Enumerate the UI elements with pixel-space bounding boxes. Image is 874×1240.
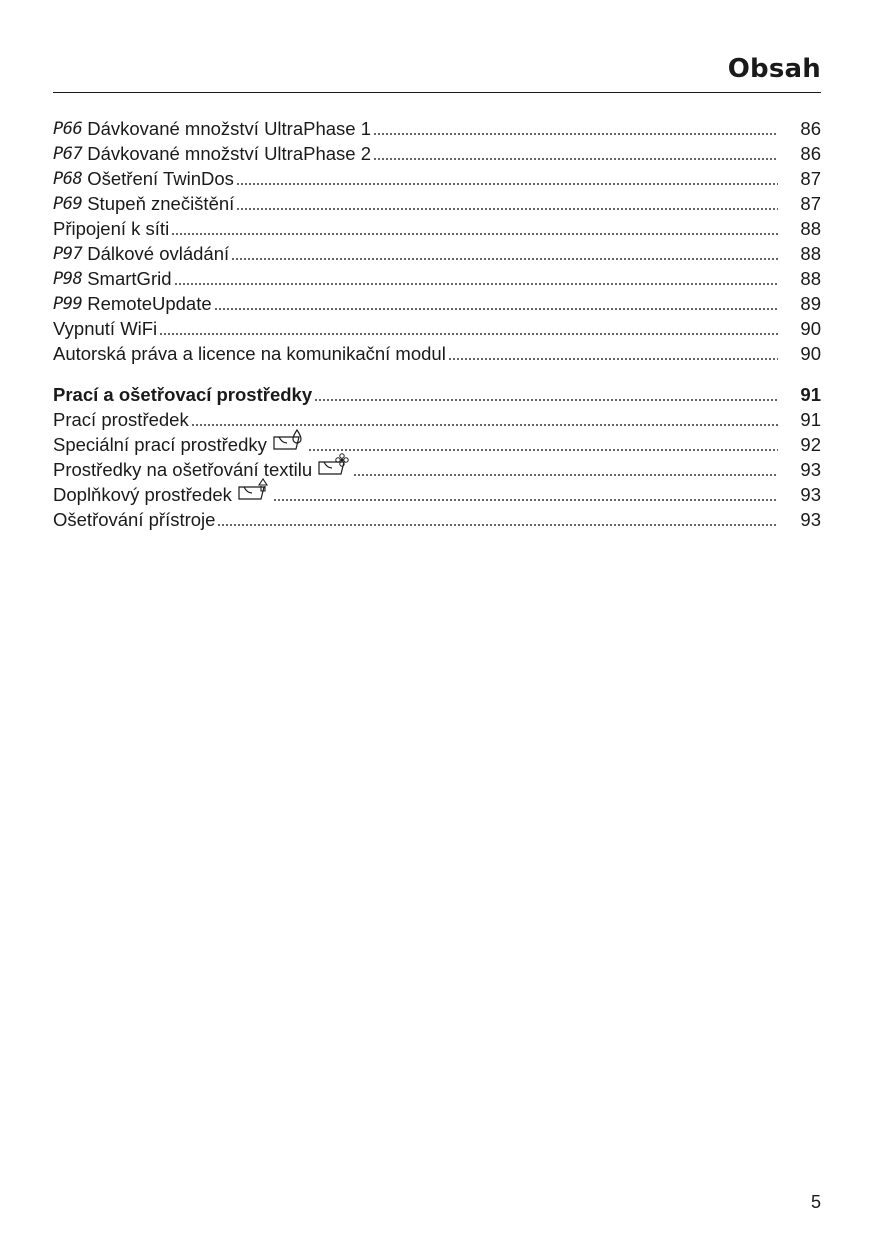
- dot-leader: [231, 258, 778, 260]
- toc-entry-page: 90: [800, 343, 821, 364]
- toc-entry-label: Prací a ošetřovací prostředky: [53, 384, 313, 405]
- toc-entry[interactable]: [53, 215, 821, 240]
- toc-entry[interactable]: [53, 140, 821, 165]
- toc-entry[interactable]: [53, 115, 821, 140]
- table-of-contents: [53, 115, 821, 531]
- toc-entry-label: Ošetření TwinDos: [87, 168, 234, 189]
- dot-leader: [159, 333, 778, 335]
- toc-entry-page: 92: [800, 434, 821, 455]
- toc-entry-page: 93: [800, 509, 821, 530]
- toc-entry-page: 91: [800, 409, 821, 430]
- page-number: 5: [810, 1192, 821, 1212]
- dot-leader: [171, 233, 778, 235]
- toc-entry[interactable]: [53, 506, 821, 531]
- toc-entry-page: 88: [800, 218, 821, 239]
- dot-leader: [273, 499, 778, 501]
- toc-entry[interactable]: [53, 240, 821, 265]
- toc-entry-page: 88: [800, 243, 821, 264]
- toc-section-heading[interactable]: [53, 381, 821, 406]
- dot-leader: [214, 308, 778, 310]
- toc-entry-label: SmartGrid: [87, 268, 172, 289]
- dot-leader: [236, 183, 778, 185]
- toc-entry-label: Autorská práva a licence na komunikační modul: [53, 343, 446, 364]
- toc-entry-label: Speciální prací prostředky: [53, 434, 267, 455]
- toc-entry-label: RemoteUpdate: [87, 293, 212, 314]
- dot-leader: [191, 424, 778, 426]
- detergent-drop-compartment-icon: [272, 427, 306, 456]
- parameter-code: P98: [53, 269, 83, 289]
- parameter-code: P99: [53, 294, 83, 314]
- dot-leader: [448, 358, 778, 360]
- dot-leader: [373, 158, 778, 160]
- toc-entry[interactable]: [53, 456, 821, 481]
- toc-entry-page: 91: [800, 384, 821, 405]
- toc-entry-label: Dávkované množství UltraPhase 1: [87, 118, 372, 139]
- toc-entry-page: 90: [800, 318, 821, 339]
- toc-entry[interactable]: [53, 406, 821, 431]
- dot-leader: [236, 208, 778, 210]
- dot-leader: [217, 524, 778, 526]
- parameter-code: P66: [53, 119, 83, 139]
- toc-entry[interactable]: [53, 165, 821, 190]
- parameter-code: P69: [53, 194, 83, 214]
- toc-entry-page: 93: [800, 484, 821, 505]
- toc-entry[interactable]: [53, 340, 821, 365]
- toc-entry[interactable]: [53, 190, 821, 215]
- toc-entry-label: Vypnutí WiFi: [53, 318, 158, 339]
- page-header: [53, 50, 821, 93]
- dot-leader: [373, 133, 778, 135]
- toc-entry[interactable]: [53, 431, 821, 456]
- toc-entry-label: Dálkové ovládání: [87, 243, 230, 264]
- parameter-code: P68: [53, 169, 83, 189]
- toc-entry-page: 89: [800, 293, 821, 314]
- dot-leader: [353, 474, 778, 476]
- toc-entry[interactable]: [53, 265, 821, 290]
- toc-entry-label: Prostředky na ošetřování textilu: [53, 459, 313, 480]
- dot-leader: [174, 283, 778, 285]
- toc-entry-page: 86: [800, 143, 821, 164]
- toc-entry-label: Doplňkový prostředek: [53, 484, 232, 505]
- additive-compartment-icon: [237, 477, 271, 506]
- toc-entry-label: Prací prostředek: [53, 409, 189, 430]
- toc-entry-page: 87: [800, 193, 821, 214]
- dot-leader: [314, 399, 778, 401]
- toc-entry-page: 88: [800, 268, 821, 289]
- softener-flower-compartment-icon: [317, 452, 351, 481]
- toc-entry-label: Stupeň znečištění: [87, 193, 235, 214]
- dot-leader: [308, 449, 778, 451]
- toc-entry-page: 87: [800, 168, 821, 189]
- toc-entry-page: 86: [800, 118, 821, 139]
- toc-entry[interactable]: [53, 481, 821, 506]
- toc-entry[interactable]: [53, 315, 821, 340]
- toc-entry-label: Připojení k síti: [53, 218, 170, 239]
- toc-entry-label: Dávkované množství UltraPhase 2: [87, 143, 372, 164]
- toc-entry-page: 93: [800, 459, 821, 480]
- parameter-code: P67: [53, 144, 83, 164]
- toc-entry-label: Ošetřování přístroje: [53, 509, 216, 530]
- page-title: Obsah: [727, 54, 821, 84]
- toc-entry[interactable]: [53, 290, 821, 315]
- parameter-code: P97: [53, 244, 83, 264]
